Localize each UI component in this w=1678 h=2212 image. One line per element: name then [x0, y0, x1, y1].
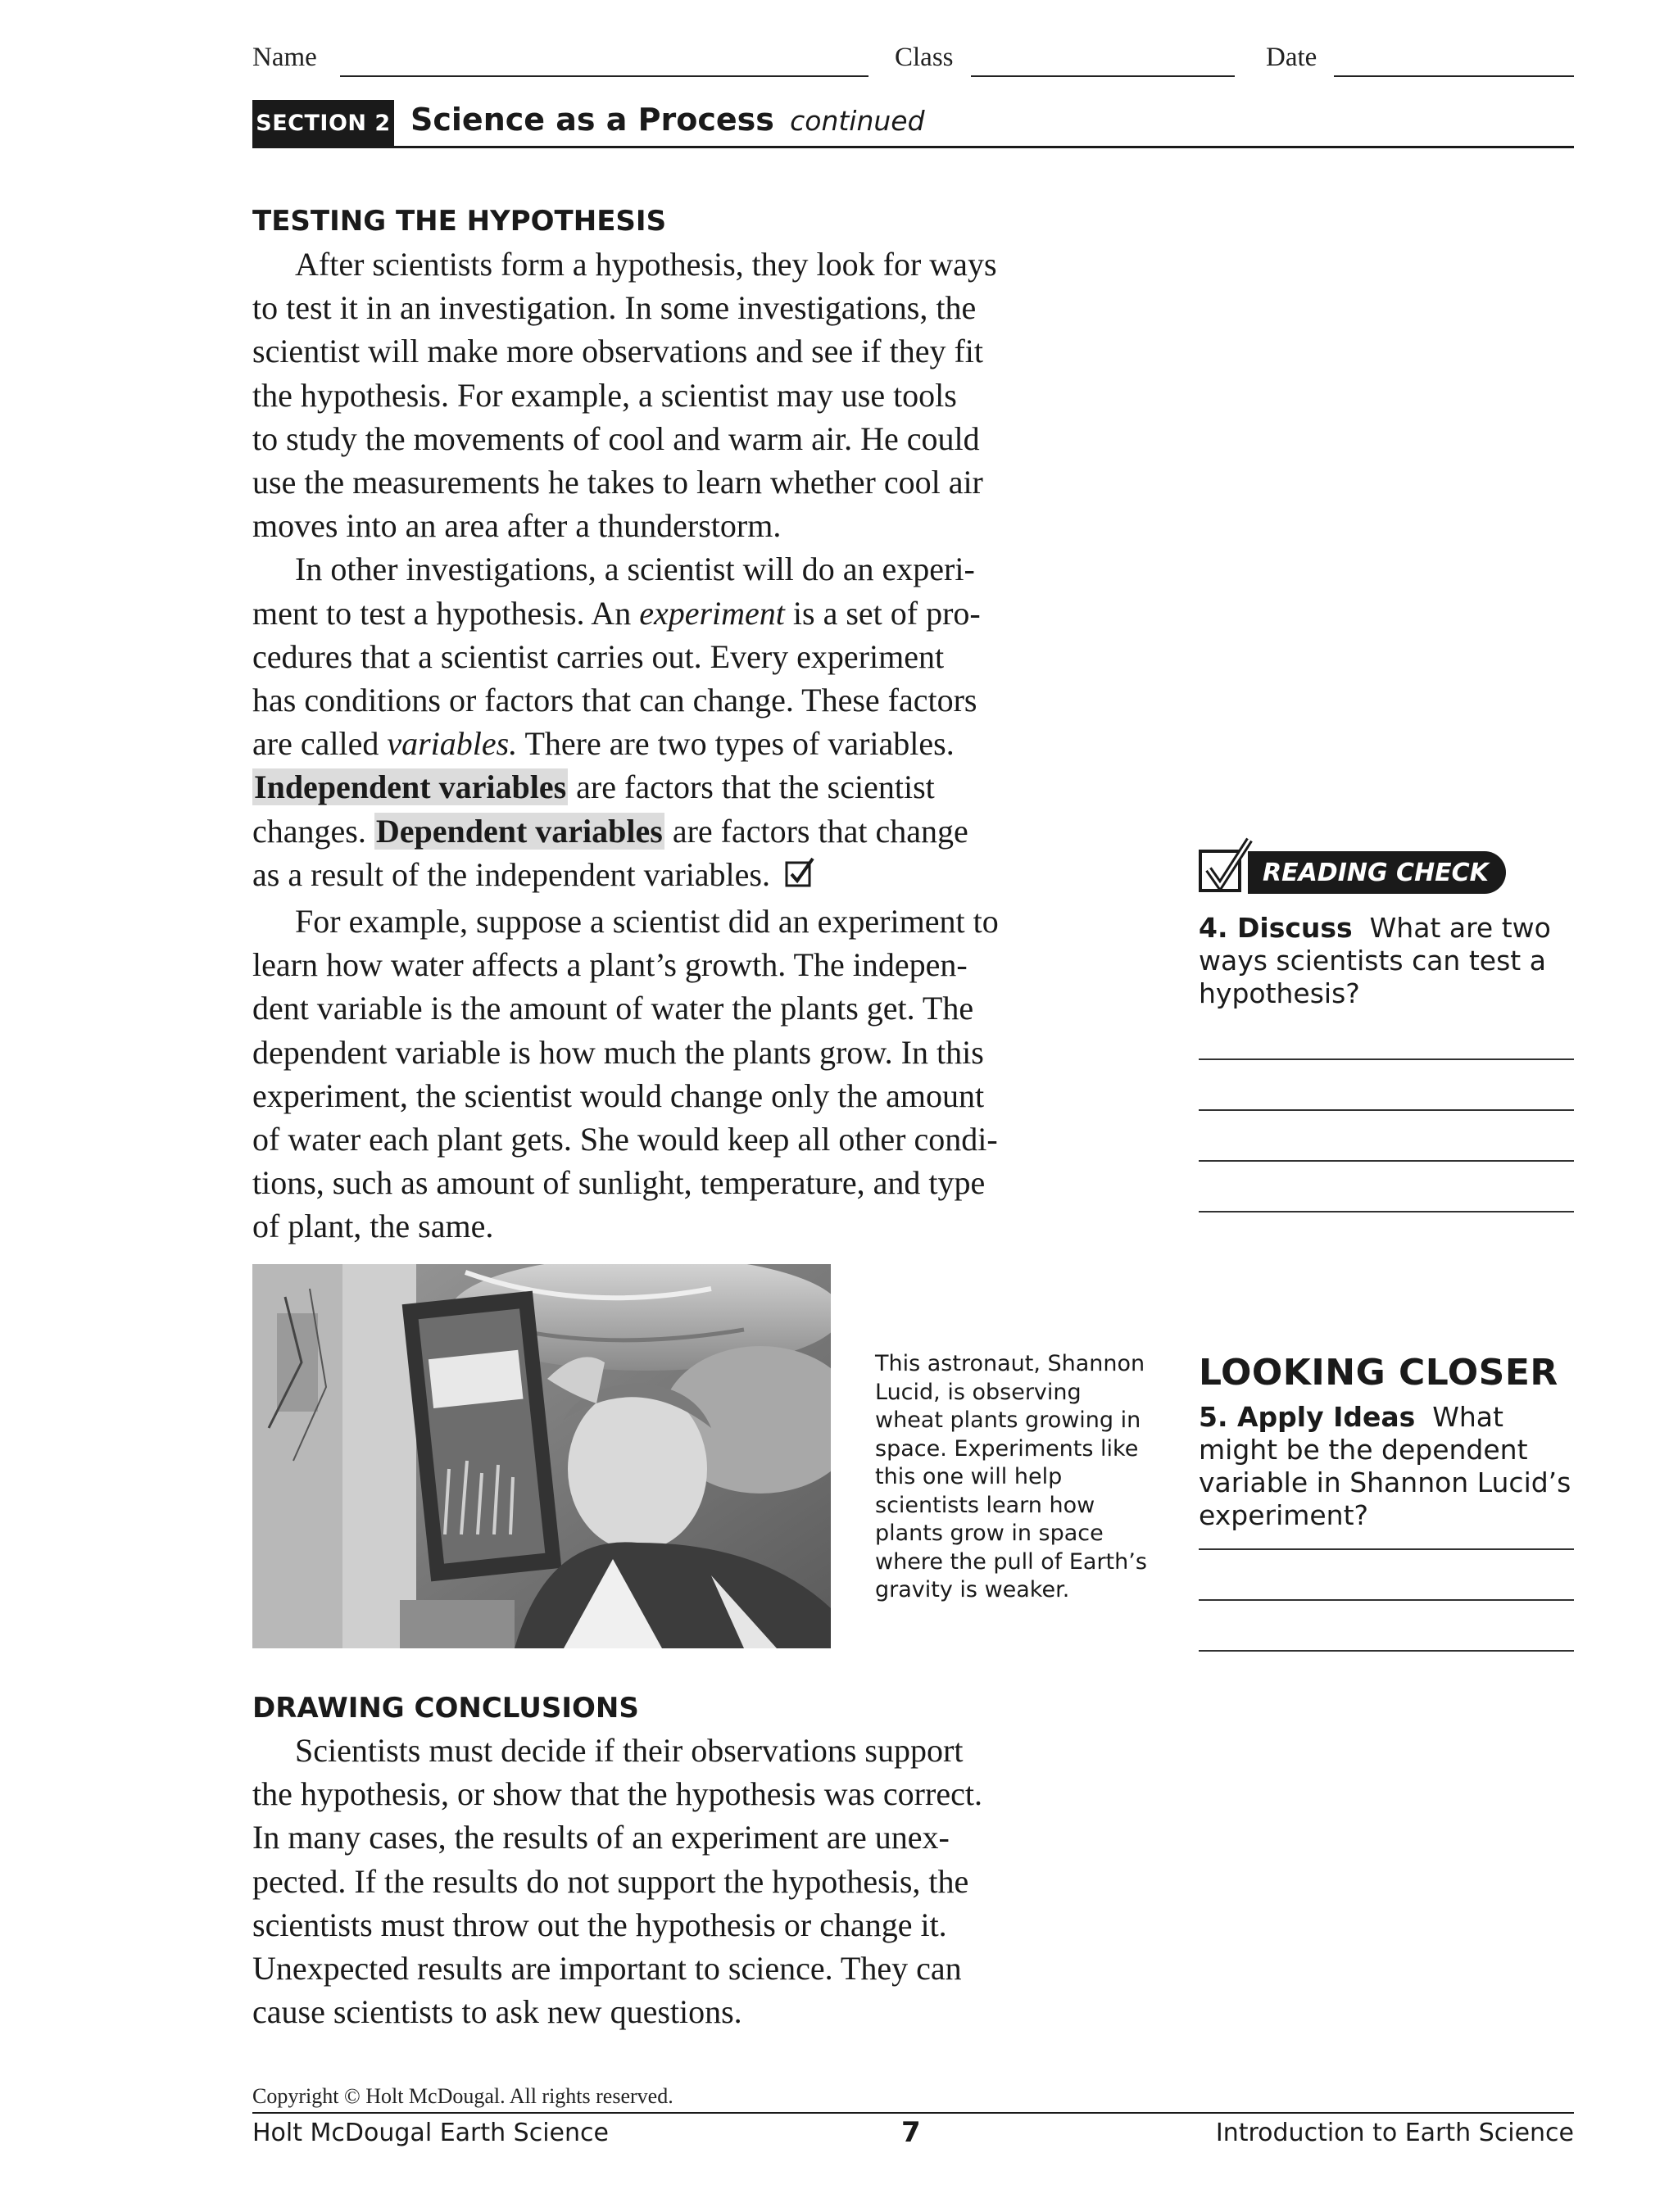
body-line: to study the movements of cool and warm air. He could [252, 419, 980, 457]
body-line: In other investigations, a scientist will do an experi- [295, 551, 975, 588]
question-5-text: What might be the dependent variable in Shannon Lucid’s experiment? [1199, 1401, 1571, 1531]
text-run: is a set of pro- [784, 594, 981, 632]
text-run: There are two types of variables. [517, 725, 955, 763]
body-line: of water each plant gets. She would keep all other condi- [252, 1121, 998, 1158]
answer-line-q5[interactable] [1199, 1548, 1574, 1550]
question-4-text: What are two ways scientists can test a hypothesis? [1199, 912, 1551, 1009]
text-run: are factors that the scientist [568, 768, 935, 806]
body-line [252, 592, 1154, 635]
looking-closer-title: LOOKING CLOSER [1199, 1352, 1558, 1394]
date-label: Date [1266, 43, 1317, 72]
question-4 [1199, 912, 1574, 1010]
reading-check-label: READING CHECK [1248, 851, 1506, 894]
term-independent-variables: Independent variables [254, 768, 567, 806]
answer-line-q4[interactable] [1199, 1109, 1574, 1111]
body-line: experiment, the scientist would change only the amount [252, 1077, 985, 1114]
term-experiment: experiment [639, 594, 785, 632]
text-run: are factors that change [664, 812, 968, 850]
body-line: the hypothesis, or show that the hypothesis was correct. [252, 1775, 982, 1813]
body-line: learn how water affects a plant’s growth. The indepen- [252, 946, 968, 984]
conclusions-body [252, 1729, 1154, 2033]
footer-rule [252, 2112, 1574, 2114]
answer-line-q4[interactable] [1199, 1058, 1574, 1060]
answer-line-q5[interactable] [1199, 1599, 1574, 1601]
term-variables: variables. [387, 725, 518, 763]
body-line: pected. If the results do not support the hypothesis, the [252, 1862, 969, 1900]
answer-line-q5[interactable] [1199, 1650, 1574, 1652]
body-line [252, 809, 1154, 853]
body-line [252, 765, 1154, 809]
body-line: Scientists must decide if their observations support [295, 1732, 964, 1769]
page-number: 7 [901, 2116, 921, 2149]
body-line: has conditions or factors that can change. These factors [252, 682, 977, 719]
reading-check-badge [1199, 848, 1506, 897]
body-line: use the measurements he takes to learn whether cool air [252, 464, 983, 501]
body-line [252, 722, 1154, 765]
footer-book-title: Holt McDougal Earth Science [252, 2119, 609, 2147]
text-run: changes. [252, 812, 374, 850]
body-line: cause scientists to ask new questions. [252, 1993, 742, 2031]
date-field[interactable] [1334, 75, 1574, 77]
body-line: In many cases, the results of an experiment are unex- [252, 1819, 950, 1856]
body-line: scientists must throw out the hypothesis or change it. [252, 1906, 947, 1943]
body-line: moves into an area after a thunderstorm. [252, 507, 782, 545]
checkbox-icon [785, 856, 816, 900]
section-title [410, 102, 925, 138]
body-line: scientist will make more observations and see if they fit [252, 333, 983, 370]
name-label: Name [252, 43, 317, 72]
testing-heading: TESTING THE HYPOTHESIS [252, 205, 667, 238]
section-title-text: Science as a Process [410, 102, 774, 138]
copyright-notice: Copyright © Holt McDougal. All rights reserved. [252, 2084, 673, 2108]
body-line: For example, suppose a scientist did an experiment to [295, 903, 999, 941]
checkmark-icon [1202, 836, 1254, 894]
question-5-label: 5. Apply Ideas [1199, 1401, 1416, 1433]
testing-body [252, 243, 1154, 1249]
answer-line-q4[interactable] [1199, 1211, 1574, 1213]
section-rule [252, 146, 1574, 148]
class-field[interactable] [971, 75, 1235, 77]
text-run: are called [252, 725, 388, 763]
text-run: as a result of the independent variables. [252, 855, 770, 893]
body-line: Unexpected results are important to science. They can [252, 1950, 962, 1988]
class-label: Class [895, 43, 954, 72]
body-line [252, 853, 1154, 900]
body-line: tions, such as amount of sunlight, temperature, and type [252, 1164, 986, 1202]
body-line: the hypothesis. For example, a scientist may use tools [252, 376, 957, 414]
name-field[interactable] [340, 75, 868, 77]
question-5 [1199, 1401, 1574, 1532]
conclusions-heading: DRAWING CONCLUSIONS [252, 1692, 639, 1725]
body-line: cedures that a scientist carries out. Every experiment [252, 637, 945, 675]
question-4-label: 4. Discuss [1199, 912, 1353, 944]
text-run: ment to test a hypothesis. An [252, 594, 640, 632]
answer-line-q4[interactable] [1199, 1160, 1574, 1162]
body-line: dependent variable is how much the plants grow. In this [252, 1033, 984, 1071]
section-continued: continued [790, 105, 925, 137]
photo-caption: This astronaut, Shannon Lucid, is observing wheat plants growing in space. Experiments like this one will help scientists learn how plants grow in space where the pull of Earth’s gravity is weaker. [875, 1351, 1147, 1602]
section-header [252, 100, 1574, 146]
section-tag: SECTION 2 [252, 100, 394, 146]
term-dependent-variables: Dependent variables [375, 812, 663, 850]
footer-chapter-title: Introduction to Earth Science [1215, 2119, 1574, 2147]
body-line: dent variable is the amount of water the plants get. The [252, 990, 974, 1027]
astronaut-photo [252, 1264, 831, 1648]
body-line: After scientists form a hypothesis, they look for ways [295, 246, 997, 283]
body-line: to test it in an investigation. In some investigations, the [252, 289, 977, 327]
body-line: of plant, the same. [252, 1208, 494, 1245]
